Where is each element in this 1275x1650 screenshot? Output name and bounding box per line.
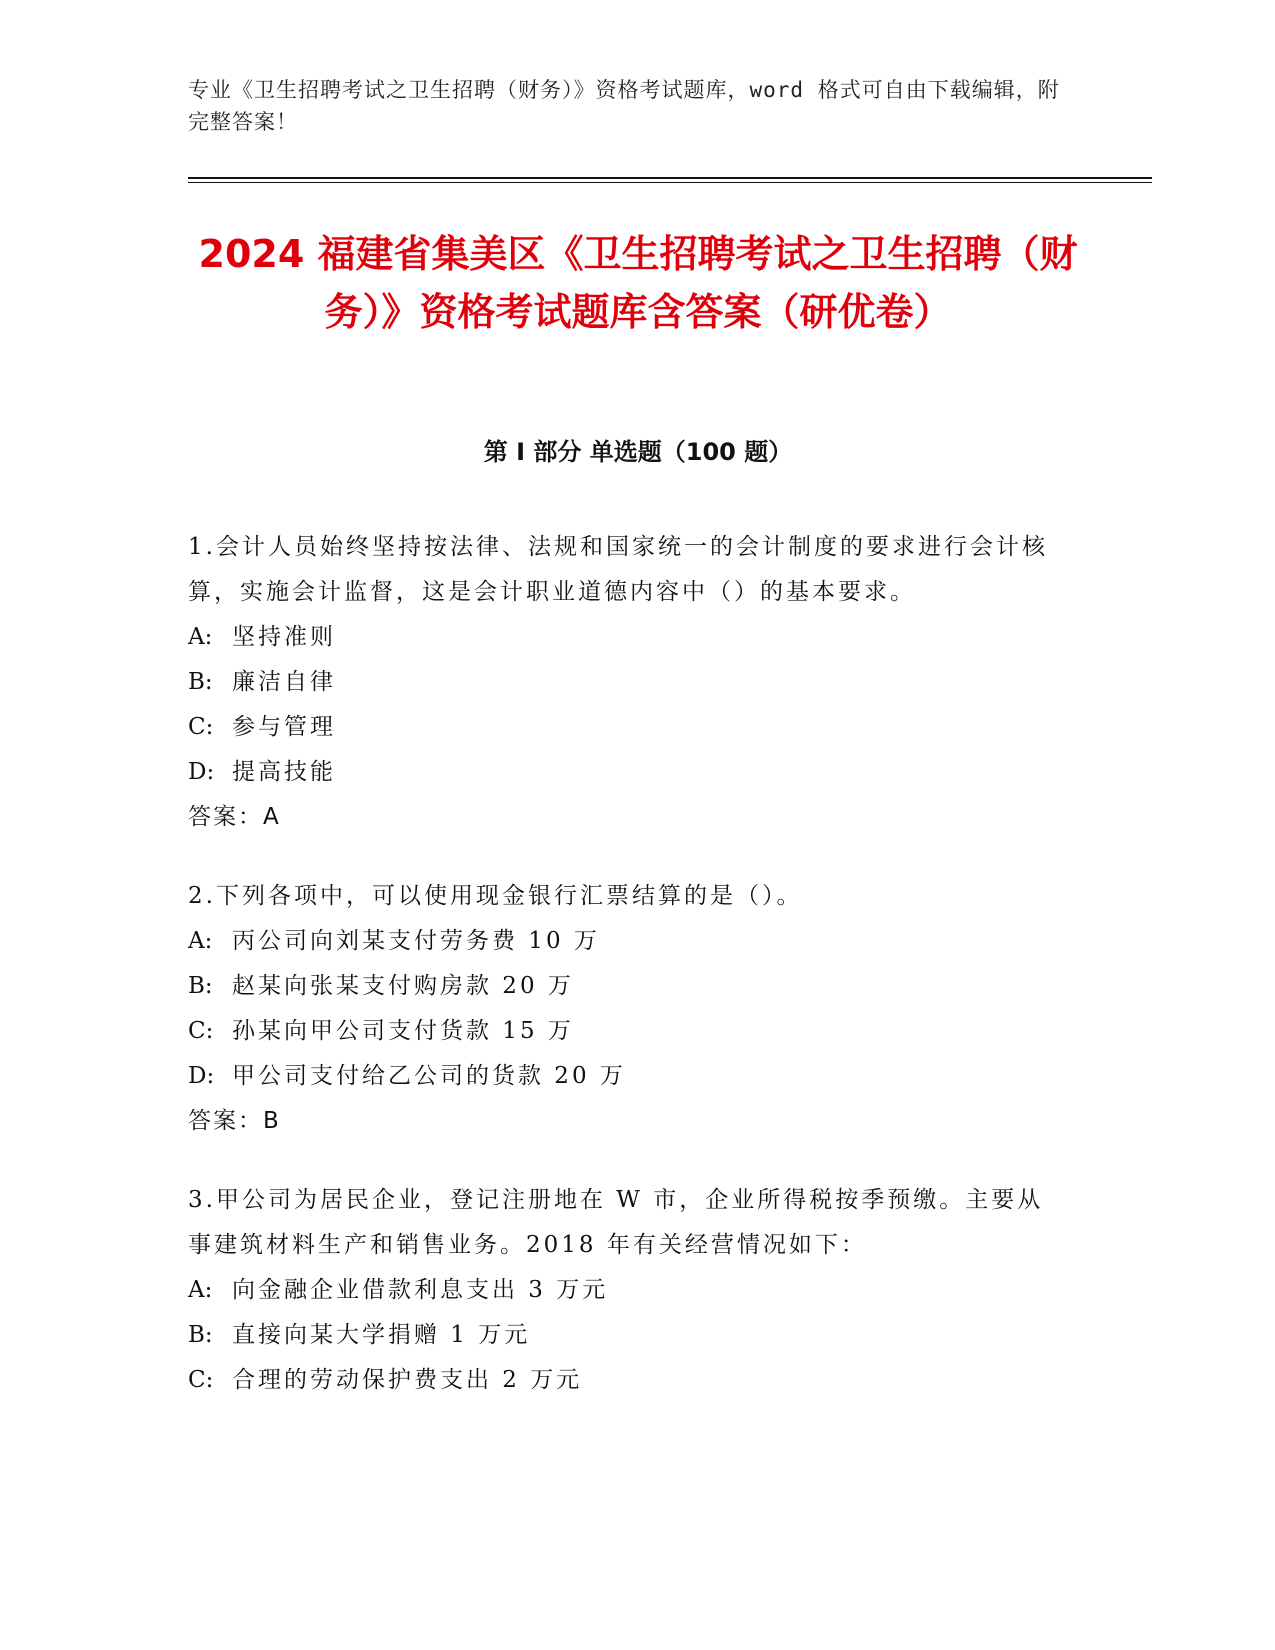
option-text: 甲公司支付给乙公司的货款 20 万 bbox=[232, 1063, 626, 1089]
option-a bbox=[188, 1268, 1058, 1313]
option-c bbox=[188, 1358, 1058, 1403]
option-letter: D: bbox=[188, 759, 215, 785]
option-b bbox=[188, 964, 1058, 1009]
header-note: 专业《卫生招聘考试之卫生招聘（财务）》资格考试题库，word 格式可自由下载编辑，附完整答案！ bbox=[188, 78, 1060, 134]
option-letter: B: bbox=[188, 973, 213, 999]
option-letter: A: bbox=[188, 1277, 213, 1303]
option-letter: B: bbox=[188, 669, 213, 695]
option-c bbox=[188, 1009, 1058, 1054]
option-d bbox=[188, 1054, 1058, 1099]
answer-line: 答案：B bbox=[188, 1108, 281, 1134]
document-title: 2024 福建省集美区《卫生招聘考试之卫生招聘（财务）》资格考试题库含答案（研优卷） bbox=[198, 232, 1078, 334]
option-text: 坚持准则 bbox=[232, 624, 336, 650]
option-c bbox=[188, 705, 1058, 750]
option-b bbox=[188, 660, 1058, 705]
option-text: 合理的劳动保护费支出 2 万元 bbox=[232, 1367, 583, 1393]
section-title: 第 I 部分 单选题（100 题） bbox=[483, 438, 793, 466]
question-stem: 3.甲公司为居民企业，登记注册地在 W 市，企业所得税按季预缴。主要从事建筑材料生产和销售业务。2018 年有关经营情况如下： bbox=[188, 1187, 1044, 1258]
question-1 bbox=[188, 525, 1058, 840]
option-b bbox=[188, 1313, 1058, 1358]
option-text: 赵某向张某支付购房款 20 万 bbox=[232, 973, 574, 999]
option-text: 参与管理 bbox=[232, 714, 336, 740]
question-3 bbox=[188, 1178, 1058, 1403]
option-text: 丙公司向刘某支付劳务费 10 万 bbox=[232, 928, 600, 954]
option-text: 提高技能 bbox=[232, 759, 336, 785]
option-letter: C: bbox=[188, 1367, 214, 1393]
option-letter: C: bbox=[188, 714, 214, 740]
option-letter: D: bbox=[188, 1063, 215, 1089]
answer-line: 答案：A bbox=[188, 804, 281, 830]
question-stem: 1.会计人员始终坚持按法律、法规和国家统一的会计制度的要求进行会计核算，实施会计监督，这是会计职业道德内容中（）的基本要求。 bbox=[188, 534, 1048, 605]
header-rule-thin bbox=[188, 182, 1152, 183]
option-a bbox=[188, 919, 1058, 964]
option-text: 直接向某大学捐赠 1 万元 bbox=[232, 1322, 531, 1348]
option-d bbox=[188, 750, 1058, 795]
question-stem: 2.下列各项中，可以使用现金银行汇票结算的是（）。 bbox=[188, 883, 803, 909]
option-letter: A: bbox=[188, 624, 213, 650]
option-a bbox=[188, 615, 1058, 660]
question-2 bbox=[188, 874, 1058, 1144]
option-text: 孙某向甲公司支付货款 15 万 bbox=[232, 1018, 574, 1044]
option-text: 廉洁自律 bbox=[232, 669, 336, 695]
option-letter: A: bbox=[188, 928, 213, 954]
option-letter: C: bbox=[188, 1018, 214, 1044]
header-rule-thick bbox=[188, 177, 1152, 179]
option-letter: B: bbox=[188, 1322, 213, 1348]
question-list bbox=[188, 525, 1058, 1437]
option-text: 向金融企业借款利息支出 3 万元 bbox=[232, 1277, 609, 1303]
